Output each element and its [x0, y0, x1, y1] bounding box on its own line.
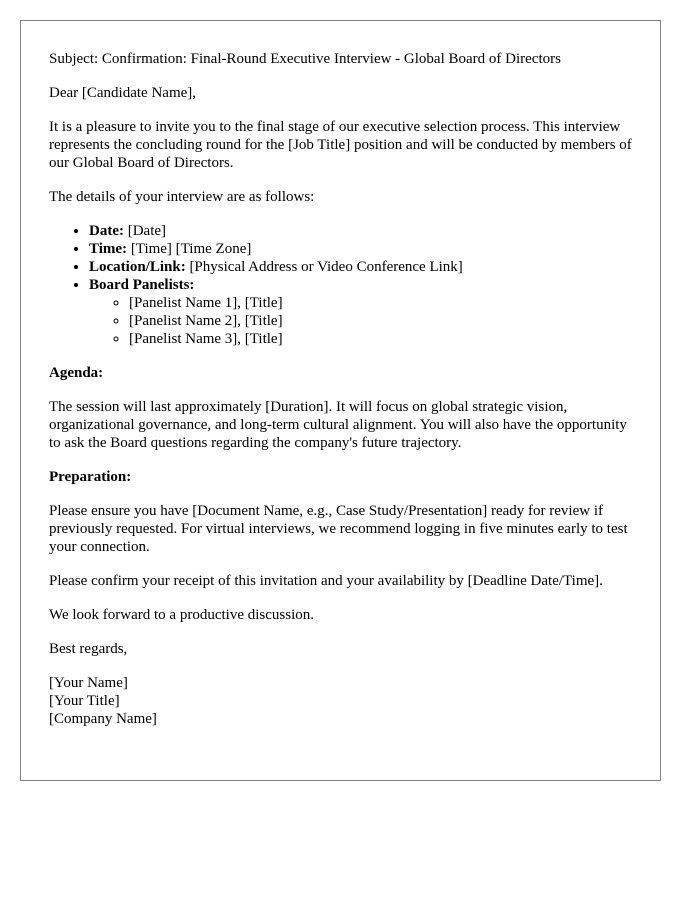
detail-panelists — [89, 276, 632, 348]
detail-location — [89, 258, 632, 276]
signature-company: [Company Name] — [49, 711, 157, 727]
detail-value: [Time] [Time Zone] — [127, 241, 252, 257]
agenda-heading-text: Agenda: — [49, 365, 104, 381]
panelist-item: ◦ [Panelist Name 1], [Title] — [129, 294, 632, 312]
agenda-heading — [49, 364, 632, 382]
sign-off: Best regards, — [49, 641, 128, 657]
detail-label: Board Panelists: — [89, 277, 195, 293]
panelist-item: ◦ [Panelist Name 3], [Title] — [129, 330, 632, 348]
details-list — [49, 222, 632, 348]
detail-value: [Physical Address or Video Conference Link] — [185, 259, 463, 275]
detail-date — [89, 222, 632, 240]
confirm-request: Please confirm your receipt of this invitation and your availability by [Deadline Date/Time]. — [49, 573, 603, 589]
closing-line: We look forward to a productive discussion. — [49, 607, 314, 623]
panelist-list — [89, 294, 632, 348]
detail-label: Date: — [89, 223, 124, 239]
signature-block — [49, 674, 632, 728]
preparation-text: Please ensure you have [Document Name, e.g., Case Study/Presentation] ready for review if previously requested. For virtual interviews, we recommend logging in five minutes early to test your connection. — [49, 503, 628, 555]
agenda-text: The session will last approximately [Duration]. It will focus on global strategic vision, organizational governance, and long-term cultural alignment. You will also have the opportunity to ask the Board questions regarding the company's future trajectory. — [49, 399, 627, 451]
preparation-heading-text: Preparation: — [49, 469, 132, 485]
intro-paragraph: It is a pleasure to invite you to the final stage of our executive selection process. This interview represents the concluding round for the [Job Title] position and will be conducted by members of our Global Board of Directors. — [49, 119, 632, 171]
letter — [20, 20, 661, 781]
signature-name: [Your Name] — [49, 675, 128, 691]
detail-time — [89, 240, 632, 258]
preparation-heading — [49, 468, 632, 486]
panelist-item: ◦ [Panelist Name 2], [Title] — [129, 312, 632, 330]
greeting: Dear [Candidate Name], — [49, 85, 197, 101]
detail-label: Time: — [89, 241, 128, 257]
signature-title: [Your Title] — [49, 693, 120, 709]
detail-label: Location/Link: — [89, 259, 186, 275]
subject-line: Subject: Confirmation: Final-Round Executive Interview - Global Board of Directors — [49, 51, 561, 67]
details-intro: The details of your interview are as follows: — [49, 189, 315, 205]
detail-value: [Date] — [123, 223, 167, 239]
